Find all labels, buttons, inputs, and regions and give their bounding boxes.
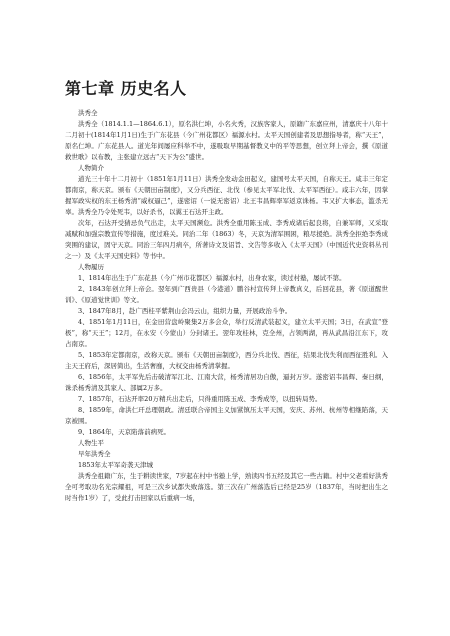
list-item: 8、1859年，命洪仁玕总理朝政。清廷联合帝国主义加紧镇压太平天国，安庆、苏州、杭州等相继陷落，天京被围。 bbox=[65, 406, 388, 425]
paragraph: 洪秀全（1814.1.1—1864.6.1），原名洪仁坤，小名火秀，汉族客家人，原籍广东嘉应州，清嘉庆十八年十二月初十(1814年1月1日)生于广东花县（今广州花都区）福源水村。太平天国创建者及思想指导者，称“天王”，原名仁坤。广东花县人。道光年间屡应科举不中，遂吸取早期基督教义中的平等思想，创立拜上帝会，撰《原道救世歌》以布教，主张建立远古“天下为公”盛世。 bbox=[65, 120, 388, 161]
list-item: 5、1853年定都南京，改称天京。颁布《天朝田亩制度》，西分兵北伐、西征，结果北伐失利而西征胜利。入主天王府后，深居简出，生活奢靡，大权交由杨秀清掌握。 bbox=[65, 351, 388, 370]
chapter-body bbox=[65, 108, 388, 504]
list-item: 6、1856年，太平军先后击破清军江北、江南大营，杨秀清居功自傲，逼封万岁。遂密诏韦昌辉、秦日纲，诛杀杨秀清及其家人、部属2万多。 bbox=[65, 373, 388, 392]
subheading: 人物简介 bbox=[78, 164, 104, 172]
chapter-title: 第七章 历史名人 bbox=[65, 79, 187, 98]
list-item: 2、1843年创立拜上帝会。翌年到广西贵县（今港道）鹏谷村宣传拜上帝教真义，后回花县，著《原道醒世训》、《原道觉世训》等文。 bbox=[65, 285, 388, 304]
list-item: 1、1814年出生于广东花县（今广州市花都区）福源水村，出身农家，读过村塾，屡试不第。 bbox=[78, 274, 346, 282]
list-item: 9、1864年，天京陷落前病死。 bbox=[78, 428, 171, 436]
list-item: 4、1851年1月11日，在金田营盘岭聚集2万多会众，举行反清武装起义，建立太平天国；3日，在武宣“登极”，称“天王”；12月，在永安（今蒙山）分封诸王。翌年攻桂林，克全州，占领两湖，再从武昌沿江东下，攻占南京。 bbox=[65, 318, 388, 348]
paragraph: 道光三十年十二月初十（1851年1月11日）洪秀全发动金田起义，建国号太平天国，自称天王。咸丰三年定都南京，称天京。颁布《天朝田亩制度》，又分兵西征、北伐（参见太平军北伐、太平军西征）。咸丰六年，因掌握军政实权的东王杨秀清“威权逼己”，遂密诏（一说无密诏）北王韦昌辉率军返京诛杨。韦又扩大事态，滥杀无辜。洪秀全乃令处死韦，以好杀书，以翼王石达开主政。 bbox=[65, 175, 388, 216]
list-item: 3、1847年8月，赴广西桂平紫荆山会冯云山，组织力量，开展政治斗争。 bbox=[78, 307, 292, 315]
list-item: 7、1857年，石达开率20万精兵出走后，只得重用陈玉成、李秀成等，以扭转局势。 bbox=[78, 395, 322, 403]
paragraph: 洪秀全祖籍广东，生于耕读世家，7岁起在村中书塾上学，熟读四书五经及其它一些古籍。村中父老看好洪秀全可考取功名光宗耀祖，可是三次乡试都失败落选。第三次在广州落选后已经是25岁（1837年，当时把出生之时当作1岁）了，受此打击回家以后重病一场， bbox=[65, 472, 388, 502]
caption: 1853年太平军奇袭天津城 bbox=[78, 461, 154, 469]
subheading: 人物生平 bbox=[78, 439, 104, 447]
subheading: 人物履历 bbox=[78, 263, 104, 271]
section-heading: 洪秀全 bbox=[78, 109, 98, 117]
subheading: 早年洪秀全 bbox=[78, 450, 111, 458]
paragraph: 次年，石达开受猜忌负气出走，太平天国濒危。洪秀全重用陈玉成、李秀成诸后起良将，自兼军师，又采取减赋和加强宗教宣传等措施，度过难关。同治二年（1863）冬，天京为清军围困，粮尽援绝。洪秀全拒绝李秀成突围的建议，固守天京。同治三年四月病卒，所著诗文及诏旨、文告等多收入《太平天国》（中国近代史资料丛刊之一）及《太平天国史料》等书中。 bbox=[65, 219, 388, 260]
